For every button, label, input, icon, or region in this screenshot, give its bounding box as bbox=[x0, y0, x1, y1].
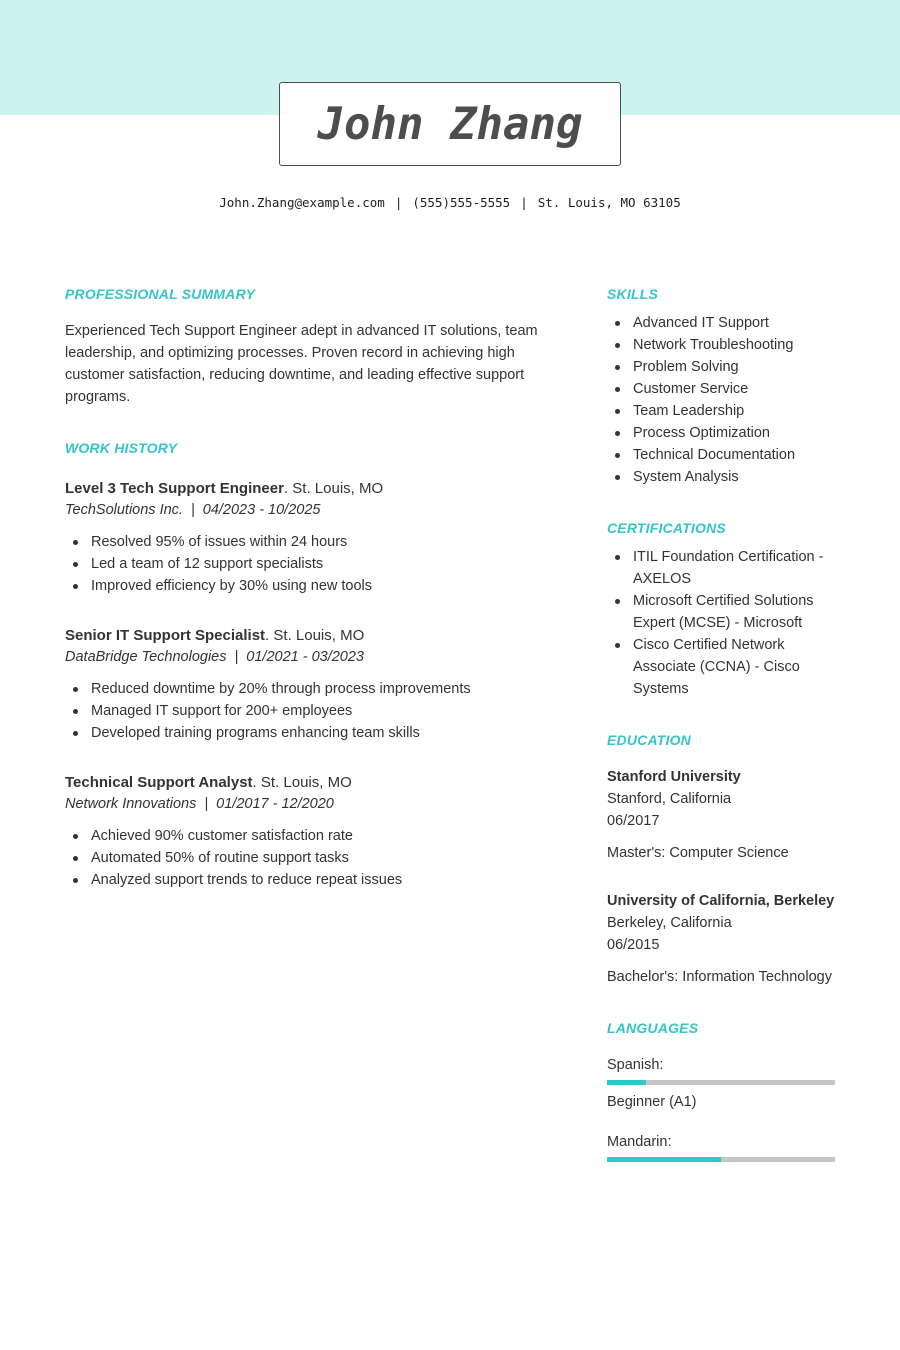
left-column bbox=[65, 286, 552, 1162]
job-dates: 01/2017 - 12/2020 bbox=[216, 796, 334, 812]
section-title-education: EDUCATION bbox=[607, 732, 691, 748]
certifications-list bbox=[607, 546, 835, 700]
contact-email: John.Zhang@example.com bbox=[219, 195, 385, 210]
resume-body bbox=[0, 286, 900, 1162]
school-location: Berkeley, California bbox=[607, 915, 732, 931]
school-degree: Bachelor's: Information Technology bbox=[607, 969, 832, 985]
contact-phone: (555)555-5555 bbox=[412, 195, 511, 210]
job-company: Network Innovations bbox=[65, 796, 197, 812]
certification-item: Microsoft Certified Solutions Expert (MCSE) - Microsoft bbox=[607, 590, 835, 634]
job-title-line bbox=[65, 478, 552, 499]
name-box bbox=[279, 82, 621, 166]
section-title-professional-summary: PROFESSIONAL SUMMARY bbox=[65, 286, 256, 302]
job-bullet: Developed training programs enhancing team skills bbox=[65, 722, 552, 744]
job-dates: 04/2023 - 10/2025 bbox=[202, 502, 321, 518]
school-name: Stanford University bbox=[607, 769, 741, 785]
section-title-certifications: CERTIFICATIONS bbox=[607, 520, 726, 536]
language-entry-mandarin bbox=[607, 1131, 835, 1162]
language-level: Beginner (A1) bbox=[607, 1094, 697, 1110]
job-title: Senior IT Support Specialist bbox=[65, 627, 266, 644]
job-location: St. Louis, MO bbox=[292, 480, 384, 497]
job-bullet: Automated 50% of routine support tasks bbox=[65, 847, 552, 869]
job-title: Level 3 Tech Support Engineer bbox=[65, 480, 284, 497]
school-location: Stanford, California bbox=[607, 791, 732, 807]
job-bullet: Managed IT support for 200+ employees bbox=[65, 700, 552, 722]
skill-item: Process Optimization bbox=[607, 422, 835, 444]
contact-line bbox=[0, 195, 900, 210]
job-title-line bbox=[65, 772, 552, 793]
job-entry-2 bbox=[65, 625, 552, 744]
job-company-line bbox=[65, 499, 552, 521]
education-entry-2 bbox=[607, 890, 835, 988]
job-company-line bbox=[65, 793, 552, 815]
job-dates: 01/2021 - 03/2023 bbox=[246, 649, 364, 665]
school-degree: Master's: Computer Science bbox=[607, 845, 789, 861]
contact-separator: | bbox=[394, 195, 403, 210]
language-entry-spanish bbox=[607, 1054, 835, 1113]
school-name: University of California, Berkeley bbox=[607, 893, 835, 909]
job-location: St. Louis, MO bbox=[260, 774, 352, 791]
job-bullet-list bbox=[65, 531, 552, 597]
job-company-line bbox=[65, 646, 552, 668]
certification-item: ITIL Foundation Certification - AXELOS bbox=[607, 546, 835, 590]
contact-separator: | bbox=[520, 195, 528, 210]
company-dates-separator: | bbox=[204, 796, 209, 812]
section-title-languages: LANGUAGES bbox=[607, 1020, 699, 1036]
job-bullet: Resolved 95% of issues within 24 hours bbox=[65, 531, 552, 553]
company-dates-separator: | bbox=[234, 649, 239, 665]
skill-item: Technical Documentation bbox=[607, 444, 835, 466]
skill-item: Network Troubleshooting bbox=[607, 334, 835, 356]
language-name: Mandarin: bbox=[607, 1134, 672, 1150]
candidate-name: John Zhang bbox=[317, 98, 583, 150]
job-bullet: Achieved 90% customer satisfaction rate bbox=[65, 825, 552, 847]
job-location: St. Louis, MO bbox=[273, 627, 365, 644]
certification-item: Cisco Certified Network Associate (CCNA) - Cisco Systems bbox=[607, 634, 835, 700]
job-company: DataBridge Technologies bbox=[65, 649, 227, 665]
job-title: Technical Support Analyst bbox=[65, 774, 253, 791]
job-title-line bbox=[65, 625, 552, 646]
skill-item: Problem Solving bbox=[607, 356, 835, 378]
company-dates-separator: | bbox=[190, 502, 195, 518]
section-title-skills: SKILLS bbox=[607, 286, 658, 302]
language-progress-bar bbox=[607, 1080, 835, 1085]
job-bullet-list bbox=[65, 825, 552, 891]
right-column bbox=[607, 286, 835, 1162]
title-location-separator: . bbox=[283, 480, 293, 497]
job-bullet-list bbox=[65, 678, 552, 744]
school-date: 06/2015 bbox=[607, 937, 660, 953]
job-bullet: Led a team of 12 support specialists bbox=[65, 553, 552, 575]
section-title-work-history: WORK HISTORY bbox=[65, 440, 178, 456]
job-company: TechSolutions Inc. bbox=[65, 502, 183, 518]
language-name: Spanish: bbox=[607, 1057, 664, 1073]
skills-list bbox=[607, 312, 835, 488]
language-progress-bar bbox=[607, 1157, 835, 1162]
job-bullet: Analyzed support trends to reduce repeat issues bbox=[65, 869, 552, 891]
school-date: 06/2017 bbox=[607, 813, 660, 829]
job-bullet: Improved efficiency by 30% using new tools bbox=[65, 575, 552, 597]
language-progress-fill bbox=[607, 1080, 646, 1085]
skill-item: Advanced IT Support bbox=[607, 312, 835, 334]
job-entry-3 bbox=[65, 772, 552, 891]
skill-item: Customer Service bbox=[607, 378, 835, 400]
skill-item: Team Leadership bbox=[607, 400, 835, 422]
contact-location: St. Louis, MO 63105 bbox=[537, 195, 681, 210]
education-entry-1 bbox=[607, 766, 835, 864]
title-location-separator: . bbox=[265, 627, 274, 644]
job-entry-1 bbox=[65, 478, 552, 597]
language-progress-fill bbox=[607, 1157, 721, 1162]
summary-text: Experienced Tech Support Engineer adept in advanced IT solutions, team leadership, and optimizing processes. Proven record in achieving high customer satisfaction, reducing downtime, and leading effective support programs. bbox=[65, 323, 538, 405]
skill-item: System Analysis bbox=[607, 466, 835, 488]
job-bullet: Reduced downtime by 20% through process improvements bbox=[65, 678, 552, 700]
title-location-separator: . bbox=[252, 774, 261, 791]
